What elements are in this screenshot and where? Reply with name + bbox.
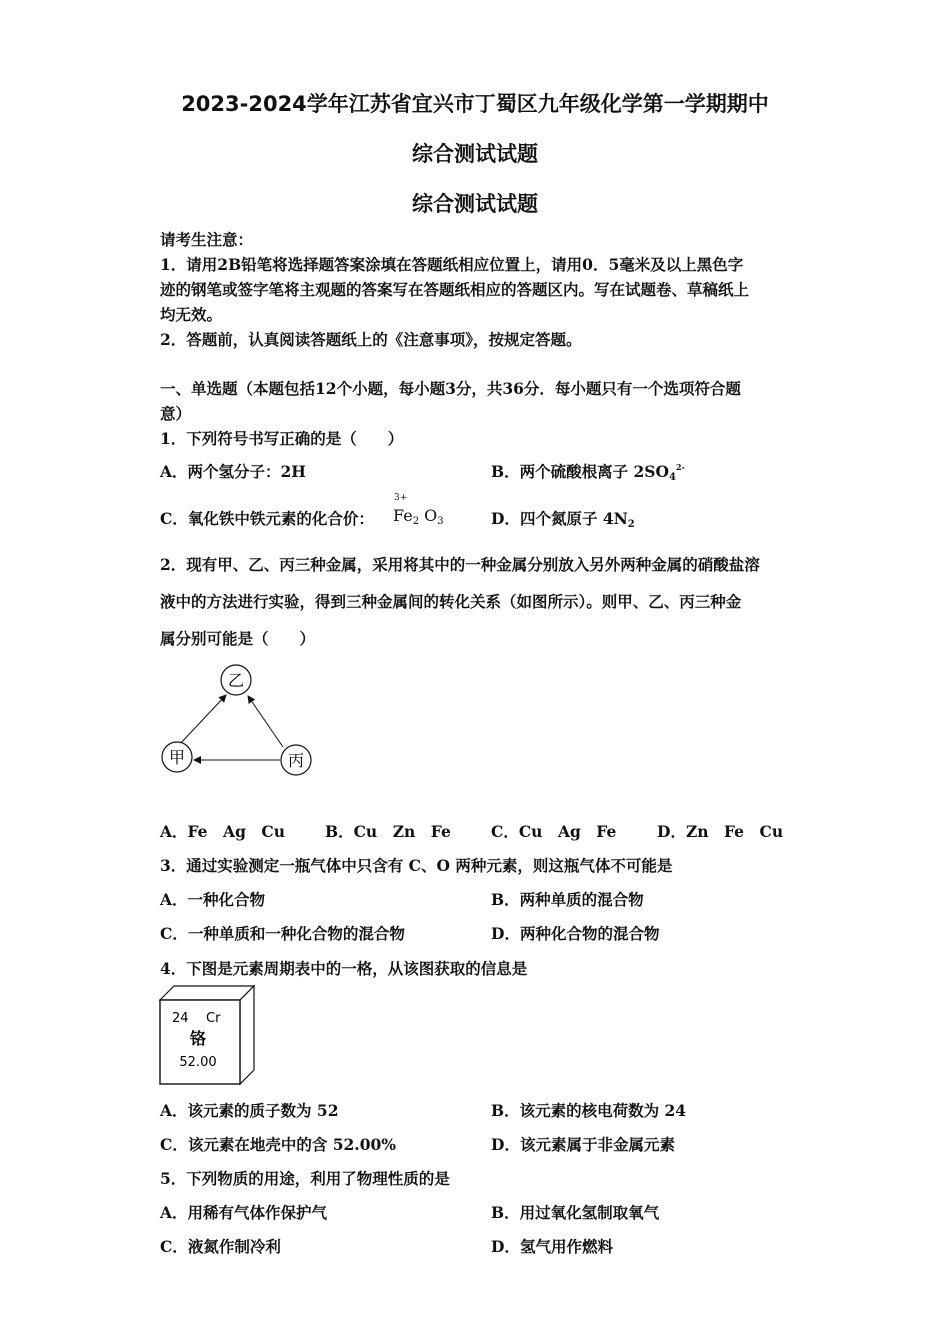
q3-option-a: A．一种化合物 <box>160 890 266 909</box>
element-number: 24 <box>172 1011 189 1026</box>
notice-item-1-end: 均无效。 <box>160 305 223 324</box>
q1-option-c-formula: $Fe_2$ $O_3$ <box>393 506 444 527</box>
element-symbol: Cr <box>206 1011 221 1026</box>
element-mass: 52.00 <box>179 1055 217 1070</box>
page-subtitle: 综合测试试题 <box>412 142 538 166</box>
q3-option-c: C．一种单质和一种化合物的混合物 <box>160 924 405 943</box>
q4-option-a: A．该元素的质子数为 52 <box>160 1101 339 1120</box>
arrow-bing-to-yi <box>248 696 283 747</box>
node-bing-label: 丙 <box>287 751 305 770</box>
q2-stem-1: 2．现有甲、乙、丙三种金属，采用将其中的一种金属分别放入另外两种金属的硝酸盐溶 <box>160 555 760 574</box>
notice-item-1-cont: 迹的钢笔或签字笔将主观题的答案写在答题纸相应的答题区内。写在试题卷、草稿纸上 <box>160 280 750 299</box>
q1-option-d: D．四个氮原子 $4N_2$ <box>491 509 635 530</box>
q5-option-a: A．用稀有气体作保护气 <box>160 1203 328 1222</box>
q2-stem-3: 属分别可能是（ ） <box>160 629 316 648</box>
periodic-table-cell <box>158 984 258 1086</box>
q4-option-c: C．该元素在地壳中的含 52.00% <box>160 1135 396 1154</box>
section-heading: 一、单选题（本题包括12个小题，每小题3分，共36分．每小题只有一个选项符合题 <box>160 379 741 398</box>
q4-option-d: D．该元素属于非金属元素 <box>491 1135 675 1154</box>
q1-option-c: C．氧化铁中铁元素的化合价： <box>160 509 374 528</box>
notice-item-2: 2．答题前，认真阅读答题纸上的《注意事项》，按规定答题。 <box>160 330 582 349</box>
metal-conversion-diagram <box>150 660 330 785</box>
q3-option-d: D．两种化合物的混合物 <box>491 924 660 943</box>
q5-option-b: B．用过氧化氢制取氧气 <box>491 1203 660 1222</box>
page-subtitle-repeat: 综合测试试题 <box>412 192 538 216</box>
element-name: 铬 <box>189 1029 207 1048</box>
arrow-jia-to-yi <box>179 695 226 745</box>
q4-stem: 4．下图是元素周期表中的一格，从该图获取的信息是 <box>160 959 528 978</box>
q2-option-a: A．Fe Ag Cu <box>160 822 286 841</box>
q1-option-c-charge: 3+ <box>394 493 408 503</box>
q2-option-d: D．Zn Fe Cu <box>657 822 784 841</box>
q3-stem: 3．通过实验测定一瓶气体中只含有 C、O 两种元素，则这瓶气体不可能是 <box>160 856 673 875</box>
q3-option-b: B．两种单质的混合物 <box>491 890 644 909</box>
notice-item-1: 1．请用2B铅笔将选择题答案涂填在答题纸相应位置上，请用0．5毫米及以上黑色字 <box>160 255 744 274</box>
q5-option-d: D．氢气用作燃料 <box>491 1237 613 1256</box>
q1-option-b: B．两个硫酸根离子 $2SO_4^{2-}$ <box>491 462 685 483</box>
q2-option-c: C．Cu Ag Fe <box>491 822 617 841</box>
q2-option-b: B．Cu Zn Fe <box>325 822 451 841</box>
q2-stem-2: 液中的方法进行实验，得到三种金属间的转化关系（如图所示）。则甲、乙、丙三种金 <box>160 592 742 611</box>
q4-option-b: B．该元素的核电荷数为 24 <box>491 1101 687 1120</box>
q5-option-c: C．液氮作制冷利 <box>160 1237 281 1256</box>
q5-stem: 5．下列物质的用途，利用了物理性质的是 <box>160 1169 450 1188</box>
section-heading-cont: 意） <box>160 404 192 423</box>
node-jia-label: 甲 <box>168 748 186 767</box>
page-title: 2023-2024学年江苏省宜兴市丁蜀区九年级化学第一学期期中 <box>181 92 769 116</box>
q1-option-a: A．两个氢分子：2H <box>160 462 306 481</box>
notice-heading: 请考生注意： <box>160 230 254 249</box>
node-yi-label: 乙 <box>227 671 245 690</box>
q1-stem: 1．下列符号书写正确的是（ ） <box>160 429 404 448</box>
